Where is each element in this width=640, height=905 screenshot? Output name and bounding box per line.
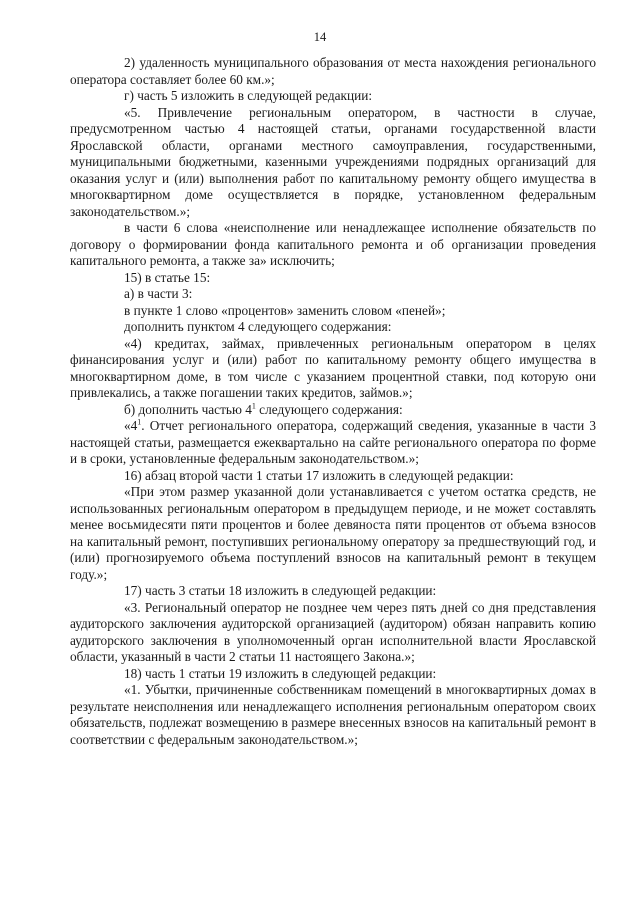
superscript: 1 (251, 401, 256, 411)
paragraph: а) в части 3: (124, 286, 193, 301)
paragraph: 18) часть 1 статьи 19 изложить в следующей редакции: (124, 665, 437, 681)
paragraph-part-4-1 (70, 418, 596, 468)
page-number: 14 (313, 30, 327, 44)
paragraph: г) часть 5 изложить в следующей редакции: (124, 88, 373, 103)
text-run: б) дополнить частью 4 (124, 401, 252, 417)
paragraph: «1. Убытки, причиненные собственникам помещений в многоквартирных домах в результате неисполнения или ненадлежащего исполнения региональным оператором своих обязательств, подлежат возмещению в размере внесенных взносов на капитальный ремонт в соответствии с федеральным законодательством.»; (70, 682, 596, 747)
paragraph: 16) абзац второй части 1 статьи 17 изложить в следующей редакции: (124, 467, 514, 483)
paragraph: дополнить пунктом 4 следующего содержания: (124, 319, 392, 334)
paragraph: 17) часть 3 статьи 18 изложить в следующей редакции: (124, 583, 437, 598)
text-run: . Отчет регионального оператора, содержащий сведения, указанные в части 3 настоящей статьи, размещается ежеквартально на сайте регионального оператора по форме и в сроки, установленные федеральным законодательством.»; (70, 418, 596, 466)
paragraph: в пункте 1 слово «процентов» заменить словом «пеней»; (124, 302, 446, 318)
document-body (70, 55, 596, 748)
superscript: 1 (137, 417, 142, 427)
paragraph: «При этом размер указанной доли устанавливается с учетом остатка средств, не использованных региональным оператором в предыдущем периоде, и не может составлять менее восьмидесяти пяти процентов и более девяноста пяти процентов от объема взносов на капитальный ремонт, поступивших региональному оператору за предшествующий год, и (или) прогнозируемого объема поступлений взносов на капитальный ремонт в текущем году.»; (70, 484, 596, 582)
paragraph: «3. Региональный оператор не позднее чем через пять дней со дня представления аудиторского заключения аудиторской организацией (аудитором) обязан направить копию аудиторского заключения в уполномоченный орган исполнительной власти Ярославской области, указанный в части 2 статьи 11 настоящего Закона.»; (70, 599, 596, 664)
paragraph: «5. Привлечение региональным оператором, в частности в случае, предусмотренном частью 4 настоящей статьи, органами государственной власти Ярославской области, органами местного самоуправления, государственными, муниципальными бюджетными, казенными учреждениями подрядных организаций для оказания услуг и (или) выполнения работ по капитальному ремонту общего имущества в многоквартирном доме осуществляется в порядке, установленном федеральным законодательством.»; (70, 104, 596, 219)
paragraph: «4) кредитах, займах, привлеченных региональным оператором в целях финансирования услуг и (или) работ по капитальному ремонту общего имущества в многоквартирном доме, в том числе с указанием процентной ставки, под которую они привлекались, а также погашении таких кредитов, займов.»; (70, 335, 596, 400)
paragraph: 2) удаленность муниципального образования от места нахождения регионального оператора составляет более 60 км.»; (70, 55, 596, 87)
text-run: следующего содержания: (255, 401, 403, 417)
paragraph-add-part (70, 402, 596, 419)
paragraph: 15) в статье 15: (124, 269, 211, 285)
paragraph: в части 6 слова «неисполнение или ненадлежащее исполнение обязательств по договору о формировании фонда капитального ремонта и об организации проведения капитального ремонта, а также за» исключить; (70, 220, 596, 268)
text-run: «4 (124, 418, 138, 433)
